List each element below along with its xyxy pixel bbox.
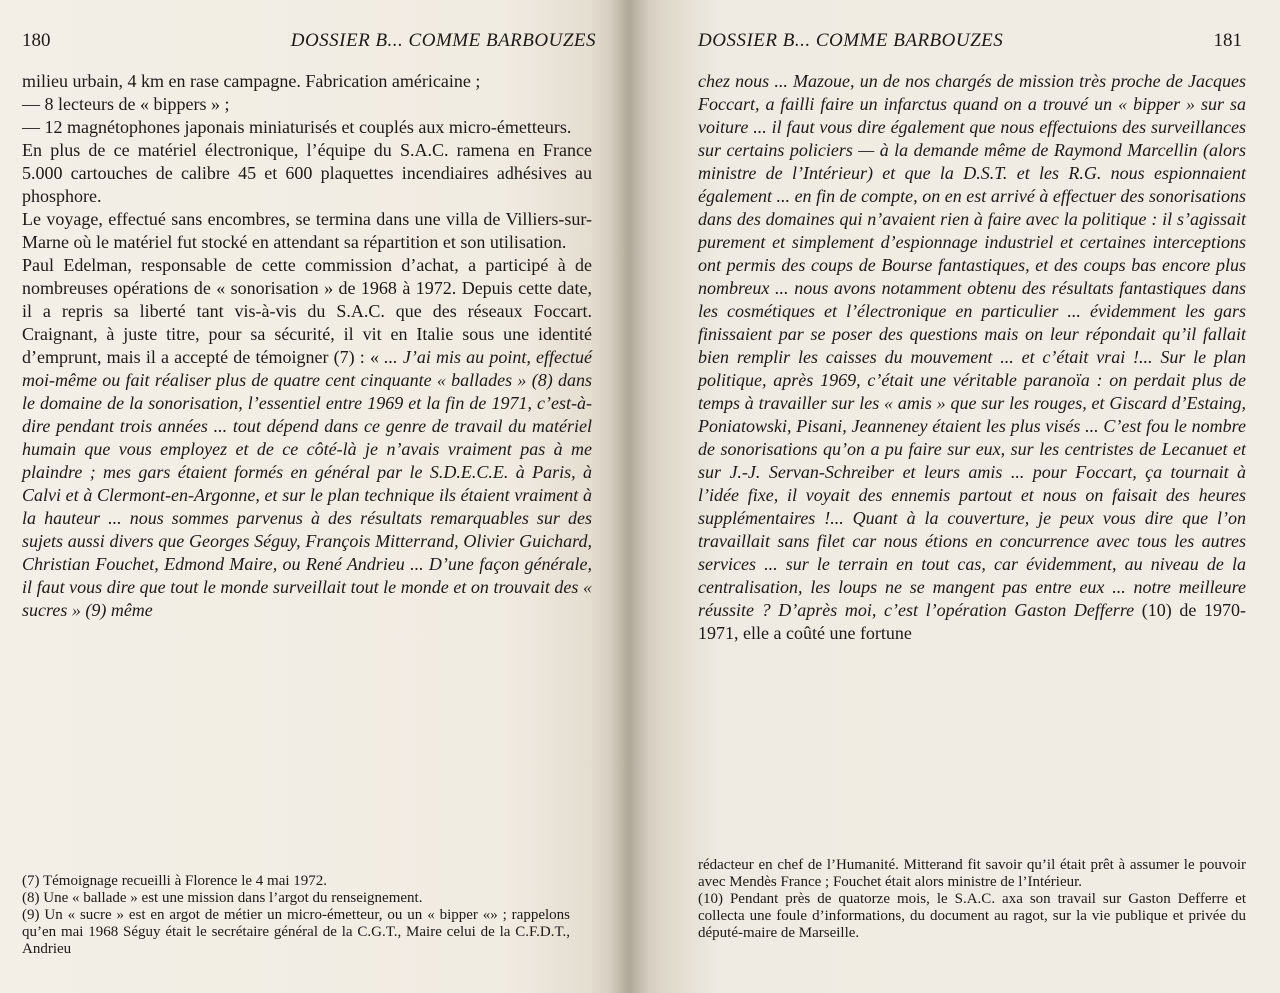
footnote: (9) Un « sucre » est en argot de métier un micro-émetteur, ou un « bipper «» ; rappelons qu’en mai 1968 Séguy était le secrétaire général de la C.G.T., Maire celui de la C.F.D.T., Andrieu bbox=[22, 907, 570, 957]
paragraph: En plus de ce matériel électronique, l’équipe du S.A.C. ramena en France 5.000 cartouches de calibre 45 et 600 plaquettes incendiaires adhésives au phosphore. bbox=[22, 140, 592, 206]
footnote: (10) Pendant près de quatorze mois, le S.A.C. axa son travail sur Gaston Defferre et collecta une foule d’informations, du document au ragot, sur la vie publique et privée du député-maire de Marseille. bbox=[698, 891, 1246, 941]
paragraph bbox=[698, 70, 1266, 645]
footnote: (7) Témoignage recueilli à Florence le 4 mai 1972. bbox=[22, 873, 328, 889]
paragraph-text: (10) de 1970-1971, elle a coûté une fortune bbox=[698, 600, 1246, 643]
right-page-body bbox=[698, 70, 1266, 645]
footnote bbox=[698, 857, 1246, 891]
running-head: DOSSIER B... COMME BARBOUZES bbox=[698, 30, 1004, 51]
running-head: DOSSIER B... COMME BARBOUZES bbox=[290, 30, 596, 51]
left-page bbox=[0, 0, 628, 993]
right-page bbox=[628, 0, 1280, 993]
italic-name: Gaston Defferre bbox=[1014, 600, 1135, 620]
footnote: (8) Une « ballade » est une mission dans l’argot du renseignement. bbox=[22, 890, 423, 906]
paragraph: milieu urbain, 4 km en rase campagne. Fabrication américaine ; bbox=[22, 71, 481, 91]
left-page-header bbox=[22, 30, 618, 52]
right-page-header bbox=[698, 30, 1266, 52]
paragraph-text: Paul Edelman, responsable de cette commission d’achat, a participé à de nombreuses opérations de « sonorisation » de 1968 à 1972. Depuis cette date, il a repris sa liberté tant vis-à-vis du S.A.C. que des réseaux Foccart. Craignant, à juste titre, pour sa sécurité, il vit en Italie sous une identité d’emprunt, mais il a accepté de témoigner (7) : « bbox=[22, 255, 592, 367]
footnote-text: . Mitterand fit savoir qu’il était prêt à assumer le pouvoir avec Mendès France ; Fouchet était alors ministre de l’Intérieur. bbox=[698, 857, 1247, 890]
italic-quote: ... J’ai mis au point, effectué moi-même ou fait réaliser plus de quatre cent cinquante « ballades » (8) dans le domaine de la sonorisation, l’essentiel entre 1969 et la fin de 1971, c’est-à-dire pendant trois années ... tout dépend dans ce genre de travail du matériel humain que vous employez et de ce côté-là je n’avais vraiment pas à me plaindre ; mes gars étaient formés en général par le S.D.E.C.E. à Paris, à Calvi et à Clermont-en-Argonne, et sur le plan technique ils étaient vraiment à la hauteur ... nous sommes parvenus à des résultats remarquables sur des sujets aussi divers que Georges Séguy, François Mitterrand, Olivier Guichard, Christian Fouchet, Edmond Maire, ou René Andrieu ... D’une façon générale, il faut vous dire que tout le monde surveillait tout le monde et on trouvait des « sucres » (9) même bbox=[22, 347, 592, 620]
left-footnotes bbox=[22, 873, 570, 958]
page-number: 180 bbox=[22, 30, 51, 51]
italic-quote: chez nous ... Mazoue, un de nos chargés de mission très proche de Jacques Foccart, a failli faire un infarctus quand on a trouvé un « bipper » sur sa voiture ... il faut vous dire également que nous effectuions des surveillances sur certains policiers — à la demande même de Raymond Marcellin (alors ministre de l’Intérieur) et que la D.S.T. et les R.G. nous espionnaient également ... en fin de compte, on en est arrivé à effectuer des sonorisations dans des domaines qui n’avaient rien à faire avec la politique : il s’agissait purement et simplement d’espionnage industriel et certaines interceptions ont permis des coups de Bourse fantastiques, et des coups bas encore plus nombreux ... nous avons notamment obtenu des résultats fantastiques dans les cosmétiques et l’électronique en particulier ... évidemment les gars finissaient par se poser des questions mais on leur répondait qu’il fallait bien remplir les caisses du mouvement ... et c’était vrai !... Sur le plan politique, après 1969, c’était une véritable paranoïa : on perdait plus de temps à travailler sur les « amis » que sur les rouges, et Giscard d’Estaing, Poniatowski, Pisani, Jeanneney étaient les plus visés ... C’est fou le nombre de sonorisations qu’on a pu faire sur eux, sur les centristes de Lecanuet et sur J.-J. Servan-Schreiber et leurs amis ... pour Foccart, ça tournait à l’idée fixe, il voyait des ennemis partout et nous on faisait des heures supplémentaires !... Quant à la couverture, je peux vous dire que l’on travaillait sans filet car nous étions en concurrence avec tous les autres services ... sur le terrain en tout cas, car évidemment, au niveau de la centralisation, les loups ne se mangent pas entre eux ... notre meilleure réussite ? D’après moi, c’est l’opération bbox=[698, 71, 1246, 620]
paragraph: — 8 lecteurs de « bippers » ; bbox=[22, 94, 230, 114]
paragraph bbox=[22, 254, 618, 622]
footnote-text: rédacteur en chef de bbox=[698, 857, 827, 873]
paragraph: Le voyage, effectué sans encombres, se termina dans une villa de Villiers-sur-Marne où le matériel fut stocké en attendant sa répartition et son utilisation. bbox=[22, 209, 592, 252]
paragraph: — 12 magnétophones japonais miniaturisés et couplés aux micro-émetteurs. bbox=[22, 117, 572, 137]
page-number: 181 bbox=[1213, 30, 1242, 51]
left-page-body bbox=[22, 70, 618, 622]
footnote-italic: l’Humanité bbox=[826, 857, 896, 873]
right-footnotes bbox=[698, 857, 1246, 942]
